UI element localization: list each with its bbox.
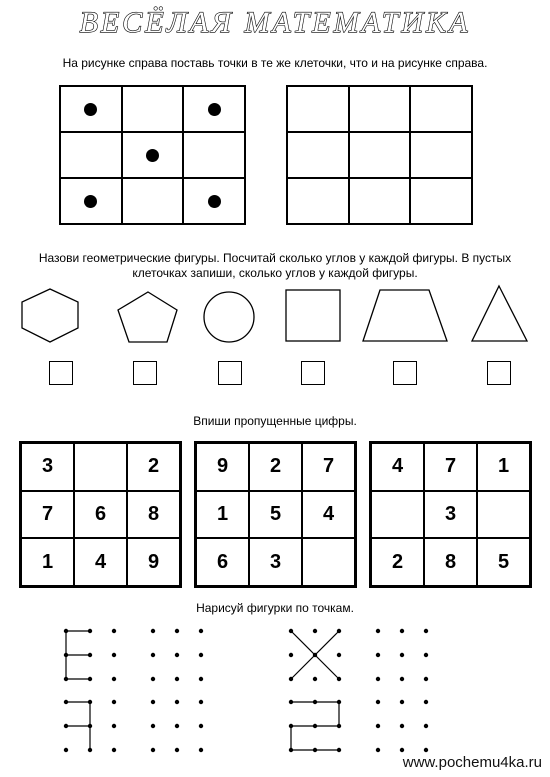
grid-point (199, 724, 203, 728)
grid-cell (60, 178, 122, 224)
corners-answer-box[interactable] (487, 361, 511, 385)
missing-digit-cell[interactable] (371, 491, 424, 539)
grid-point (151, 724, 155, 728)
missing-digit-cell[interactable] (302, 538, 355, 586)
answer-cell[interactable] (410, 132, 472, 178)
digit-cell: 2 (249, 443, 302, 491)
grid-point (175, 748, 179, 752)
grid-point (151, 629, 155, 633)
digit-cell: 4 (371, 443, 424, 491)
grid-point (64, 748, 68, 752)
grid-point (151, 748, 155, 752)
grid-point (337, 724, 341, 728)
grid-point (88, 653, 92, 657)
task2-instruction-line1: Назови геометрические фигуры. Посчитай сколько углов у каждой фигуры. В пустых (38, 251, 512, 265)
grid-point (88, 748, 92, 752)
grid-point (199, 653, 203, 657)
site-url[interactable]: www.pochemu4ka.ru (402, 754, 542, 771)
grid-point (64, 629, 68, 633)
grid-point (112, 748, 116, 752)
task1-instruction: На рисунке справа поставь точки в те же клеточки, что и на рисунке справа. (62, 56, 488, 70)
digit-cell: 9 (127, 538, 180, 586)
grid-cell (122, 178, 184, 224)
grid-cell (183, 86, 245, 132)
grid-point (337, 653, 341, 657)
grid-point (199, 748, 203, 752)
dot-icon (84, 103, 97, 116)
grid-point (289, 700, 293, 704)
grid-point (112, 653, 116, 657)
circle-icon (204, 292, 254, 342)
digit-cell: 6 (196, 538, 249, 586)
grid-point (64, 724, 68, 728)
grid-point (313, 748, 317, 752)
grid-point (337, 629, 341, 633)
grid-point (112, 724, 116, 728)
example-dot-grid (59, 85, 246, 225)
digit-cell: 7 (424, 443, 477, 491)
triangle-icon (472, 286, 527, 341)
grid-point (424, 700, 428, 704)
grid-cell (183, 178, 245, 224)
digit-cell: 1 (21, 538, 74, 586)
corners-answer-box[interactable] (133, 361, 157, 385)
grid-point (151, 653, 155, 657)
grid-point (400, 677, 404, 681)
answer-cell[interactable] (410, 178, 472, 224)
answer-cell[interactable] (287, 178, 349, 224)
grid-point (376, 629, 380, 633)
grid-point (289, 677, 293, 681)
grid-point (424, 653, 428, 657)
grid-point (289, 724, 293, 728)
grid-cell (122, 86, 184, 132)
dot-icon (208, 103, 221, 116)
dot-icon (208, 195, 221, 208)
grid-point (199, 677, 203, 681)
grid-point (88, 677, 92, 681)
grid-point (199, 700, 203, 704)
grid-point (400, 629, 404, 633)
grid-point (199, 629, 203, 633)
grid-point (376, 677, 380, 681)
digit-cell: 3 (424, 491, 477, 539)
grid-point (175, 629, 179, 633)
digit-cell: 3 (249, 538, 302, 586)
digit-cell: 4 (74, 538, 127, 586)
grid-point (376, 700, 380, 704)
missing-digit-cell[interactable] (74, 443, 127, 491)
grid-point (289, 629, 293, 633)
answer-cell[interactable] (410, 86, 472, 132)
digit-cell: 2 (371, 538, 424, 586)
shapes-row (0, 280, 550, 350)
task2-instruction-line2: клеточках запиши, сколько углов у каждой фигуры. (132, 266, 418, 280)
grid-point (400, 724, 404, 728)
digit-cell: 8 (424, 538, 477, 586)
grid-point (175, 700, 179, 704)
grid-point (289, 653, 293, 657)
number-grid-3 (369, 441, 532, 588)
digit-cell: 6 (74, 491, 127, 539)
digit-cell: 1 (477, 443, 530, 491)
grid-cell (122, 132, 184, 178)
digit-cell: 1 (196, 491, 249, 539)
corners-answer-box[interactable] (218, 361, 242, 385)
digit-cell: 7 (302, 443, 355, 491)
grid-point (289, 748, 293, 752)
grid-cell (60, 86, 122, 132)
grid-point (313, 724, 317, 728)
digit-cell: 4 (302, 491, 355, 539)
grid-point (337, 748, 341, 752)
grid-point (64, 653, 68, 657)
dot-drawing-area[interactable] (0, 620, 550, 760)
digit-cell: 5 (477, 538, 530, 586)
grid-point (175, 677, 179, 681)
digit-cell: 9 (196, 443, 249, 491)
grid-point (64, 677, 68, 681)
grid-point (112, 700, 116, 704)
digit-cell: 8 (127, 491, 180, 539)
dot-grid-points (64, 629, 428, 752)
task2-instruction (0, 251, 550, 281)
grid-point (175, 724, 179, 728)
grid-point (337, 700, 341, 704)
task4-instruction: Нарисуй фигурки по точкам. (196, 601, 354, 615)
grid-point (88, 700, 92, 704)
corners-answer-box[interactable] (49, 361, 73, 385)
square-icon (286, 290, 340, 341)
grid-point (376, 748, 380, 752)
grid-point (337, 677, 341, 681)
answer-cell[interactable] (349, 132, 411, 178)
grid-point (400, 748, 404, 752)
grid-point (313, 653, 317, 657)
answer-cell[interactable] (287, 86, 349, 132)
missing-digit-cell[interactable] (477, 491, 530, 539)
grid-point (88, 629, 92, 633)
grid-point (313, 700, 317, 704)
grid-point (376, 653, 380, 657)
empty-answer-grid[interactable] (286, 85, 473, 225)
grid-point (424, 748, 428, 752)
grid-point (151, 677, 155, 681)
grid-cell (183, 132, 245, 178)
grid-point (64, 700, 68, 704)
digit-cell: 7 (21, 491, 74, 539)
dot-icon (146, 149, 159, 162)
digit-cell: 5 (249, 491, 302, 539)
grid-point (151, 700, 155, 704)
grid-point (112, 629, 116, 633)
grid-point (424, 724, 428, 728)
number-grid-2 (194, 441, 357, 588)
page-title: ВЕСЁЛАЯ МАТЕМАТИКА (79, 6, 471, 39)
digit-cell: 2 (127, 443, 180, 491)
grid-point (376, 724, 380, 728)
digit-cell: 3 (21, 443, 74, 491)
grid-point (313, 629, 317, 633)
hexagon-icon (22, 289, 78, 342)
grid-point (88, 724, 92, 728)
answer-cell[interactable] (349, 86, 411, 132)
grid-point (175, 653, 179, 657)
answer-cell[interactable] (287, 132, 349, 178)
pentagon-icon (118, 292, 177, 342)
corners-answer-box[interactable] (301, 361, 325, 385)
corners-answer-box[interactable] (393, 361, 417, 385)
grid-cell (60, 132, 122, 178)
grid-point (400, 653, 404, 657)
dot-icon (84, 195, 97, 208)
grid-point (400, 700, 404, 704)
number-grid-1 (19, 441, 182, 588)
answer-cell[interactable] (349, 178, 411, 224)
trapezoid-icon (363, 290, 447, 341)
task3-instruction: Впиши пропущенные цифры. (193, 414, 357, 428)
grid-point (112, 677, 116, 681)
grid-point (313, 677, 317, 681)
grid-point (424, 629, 428, 633)
grid-point (424, 677, 428, 681)
